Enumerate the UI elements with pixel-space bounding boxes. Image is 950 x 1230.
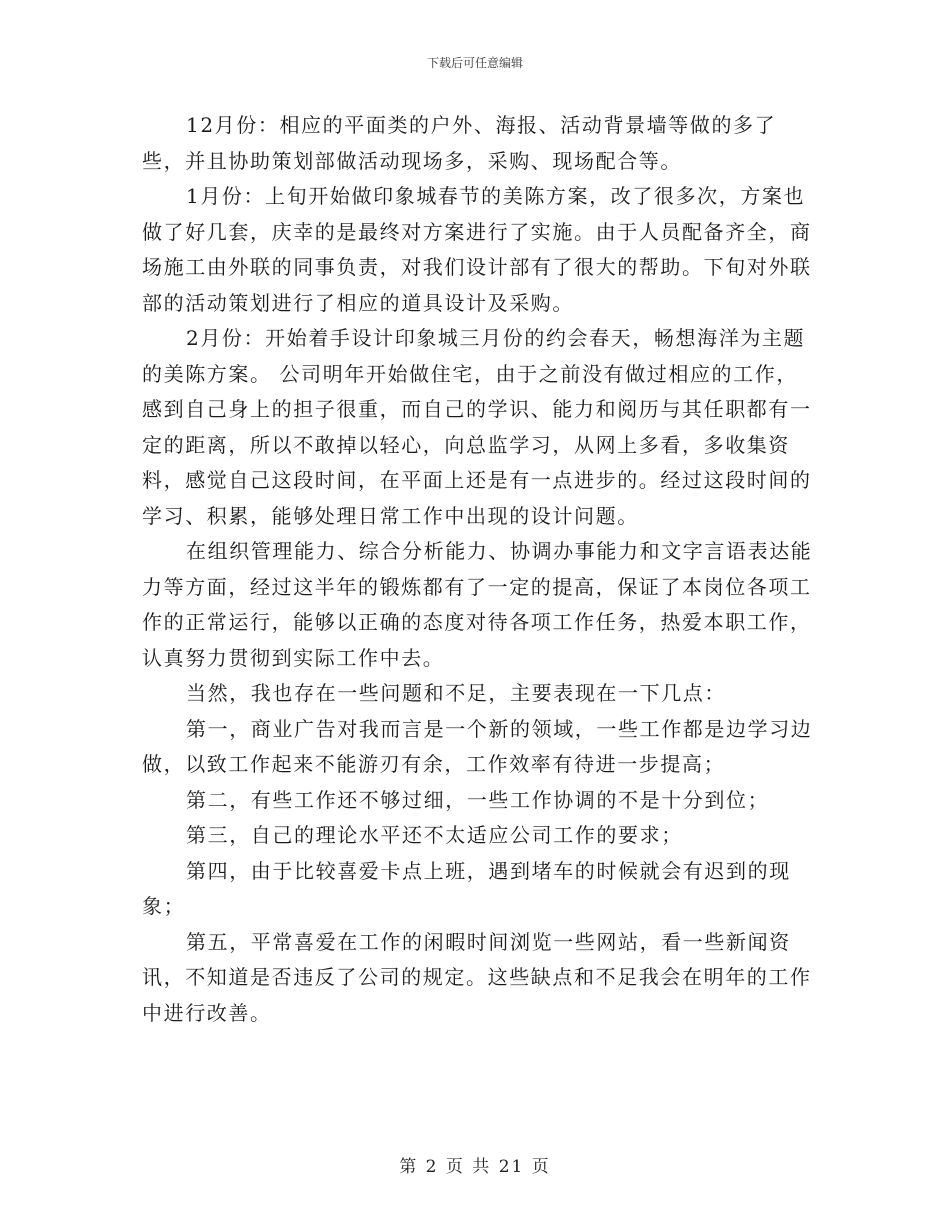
paragraph-shortcomings-intro: 当然，我也存在一些问题和不足，主要表现在一下几点： xyxy=(186,681,726,705)
paragraph-point-two: 第二，有些工作还不够过细，一些工作协调的不是十分到位； xyxy=(186,787,770,812)
paragraph-point-three: 第三，自己的理论水平还不太适应公司工作的要求； xyxy=(186,823,683,847)
paragraph-january: 1月份：上旬开始做印象城春节的美陈方案，改了很多次，方案也做了好几套，庆幸的是最终对方案进行了实施。由于人员配备齐全，商场施工由外联的同事负责，对我们设计部有了很大的帮助。下旬对外联部的活动策划进行了相应的道具设计及采购。 xyxy=(142,184,812,315)
paragraph-point-one: 第一，商业广告对我而言是一个新的领域，一些工作都是边学习边做，以致工作起来不能游刃有余，工作效率有待进一步提高； xyxy=(142,716,813,776)
page-number-footer: 第 2 页 共 21 页 xyxy=(399,1157,551,1177)
paragraph-february: 2月份：开始着手设计印象城三月份的约会春天，畅想海洋为主题的美陈方案。 公司明年开始做住宅，由于之前没有做过相应的工作，感到自己身上的担子很重，而自己的学识、能力和阅历与其任职都有一定的距离，所以不敢掉以轻心，向总监学习，从网上多看，多收集资料，感觉自己这段时间，在平面上还是有一点进步的。经过这段时间的学习、积累，能够处理日常工作中出现的设计问题。 xyxy=(142,326,812,528)
document-body xyxy=(142,108,818,1031)
paragraph-point-four: 第四，由于比较喜爱卡点上班，遇到堵车的时候就会有迟到的现象； xyxy=(142,858,791,918)
paragraph-december: 12月份：相应的平面类的户外、海报、活动背景墙等做的多了些，并且协助策划部做活动现场多，采购、现场配合等。 xyxy=(142,113,777,173)
paragraph-abilities: 在组织管理能力、综合分析能力、协调办事能力和文字言语表达能力等方面，经过这半年的锻炼都有了一定的提高，保证了本岗位各项工作的正常运行，能够以正确的态度对待各项工作任务，热爱本职工作，认真努力贯彻到实际工作中去。 xyxy=(142,539,813,670)
page-header: 下载后可任意编辑 xyxy=(426,56,523,70)
paragraph-point-five: 第五，平常喜爱在工作的闲暇时间浏览一些网站，看一些新闻资讯，不知道是否违反了公司的规定。这些缺点和不足我会在明年的工作中进行改善。 xyxy=(142,929,812,1025)
